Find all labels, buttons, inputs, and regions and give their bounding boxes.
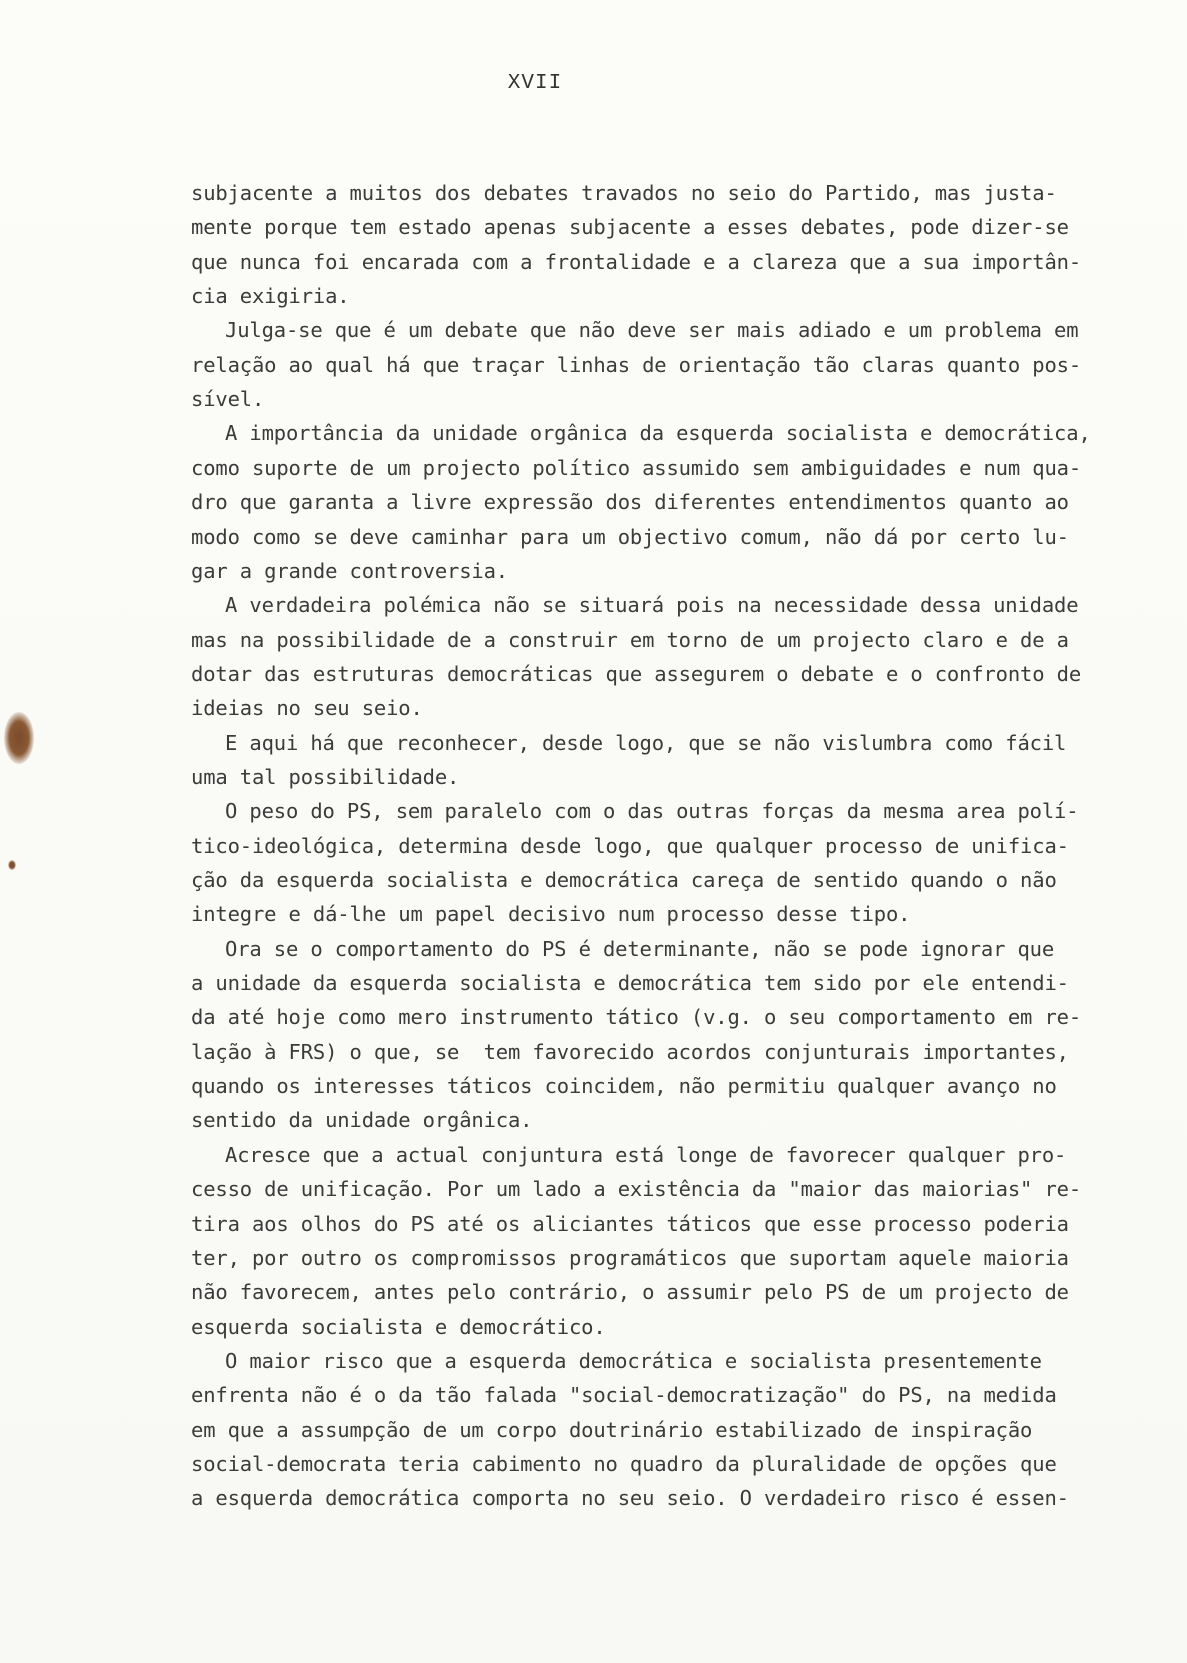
text-line: a unidade da esquerda socialista e democrática tem sido por ele entendi-: [191, 971, 1069, 995]
text-line: tira aos olhos do PS até os aliciantes táticos que esse processo poderia: [191, 1212, 1069, 1236]
text-line: ção da esquerda socialista e democrática careça de sentido quando o não: [191, 868, 1057, 892]
text-line: modo como se deve caminhar para um objectivo comum, não dá por certo lu-: [191, 525, 1069, 549]
text-line: Ora se o comportamento do PS é determinante, não se pode ignorar que: [225, 937, 1055, 961]
text-line: que nunca foi encarada com a frontalidade e a clareza que a sua importân-: [191, 250, 1082, 274]
text-line: A importância da unidade orgânica da esquerda socialista e democrática,: [225, 421, 1091, 445]
text-line: dro que garanta a livre expressão dos diferentes entendimentos quanto ao: [191, 490, 1069, 514]
text-line: social-democrata teria cabimento no quadro da pluralidade de opções que: [191, 1452, 1057, 1476]
text-line: mas na possibilidade de a construir em torno de um projecto claro e de a: [191, 628, 1069, 652]
text-line: cia exigiria.: [191, 284, 350, 308]
text-line: ideias no seu seio.: [191, 696, 423, 720]
text-line: uma tal possibilidade.: [191, 765, 460, 789]
text-line: sível.: [191, 387, 265, 411]
text-line: como suporte de um projecto político assumido sem ambiguidades e num qua-: [191, 456, 1082, 480]
text-line: dotar das estruturas democráticas que assegurem o debate e o confronto de: [191, 662, 1082, 686]
paper-stain: [4, 712, 34, 764]
text-line: não favorecem, antes pelo contrário, o assumir pelo PS de um projecto de: [191, 1280, 1069, 1304]
text-line: em que a assumpção de um corpo doutrinário estabilizado de inspiração: [191, 1418, 1033, 1442]
text-line: mente porque tem estado apenas subjacente a esses debates, pode dizer-se: [191, 215, 1069, 239]
text-line: subjacente a muitos dos debates travados no seio do Partido, mas justa-: [191, 181, 1057, 205]
text-line: O maior risco que a esquerda democrática e socialista presentemente: [225, 1349, 1042, 1373]
text-line: a esquerda democrática comporta no seu seio. O verdadeiro risco é essen-: [191, 1486, 1069, 1510]
text-line: tico-ideológica, determina desde logo, que qualquer processo de unifica-: [191, 834, 1069, 858]
text-line: ter, por outro os compromissos programáticos que suportam aquele maioria: [191, 1246, 1069, 1270]
text-line: E aqui há que reconhecer, desde logo, que se não vislumbra como fácil: [225, 731, 1067, 755]
text-line: esquerda socialista e democrático.: [191, 1315, 606, 1339]
text-line: O peso do PS, sem paralelo com o das outras forças da mesma area polí-: [225, 799, 1079, 823]
text-line: Acresce que a actual conjuntura está longe de favorecer qualquer pro-: [225, 1143, 1067, 1167]
text-line: A verdadeira polémica não se situará pois na necessidade dessa unidade: [225, 593, 1079, 617]
text-line: relação ao qual há que traçar linhas de orientação tão claras quanto pos-: [191, 353, 1082, 377]
text-line: Julga-se que é um debate que não deve ser mais adiado e um problema em: [225, 318, 1079, 342]
page-number: XVII: [507, 72, 563, 95]
text-line: lação à FRS) o que, se tem favorecido acordos conjunturais importantes,: [191, 1040, 1069, 1064]
text-line: gar a grande controversia.: [191, 559, 508, 583]
text-line: sentido da unidade orgânica.: [191, 1108, 533, 1132]
text-line: cesso de unificação. Por um lado a existência da "maior das maiorias" re-: [191, 1177, 1082, 1201]
text-line: da até hoje como mero instrumento tático (v.g. o seu comportamento em re-: [191, 1005, 1082, 1029]
text-line: quando os interesses táticos coincidem, não permitiu qualquer avanço no: [191, 1074, 1057, 1098]
text-line: enfrenta não é o da tão falada "social-democratização" do PS, na medida: [191, 1383, 1057, 1407]
text-line: integre e dá-lhe um papel decisivo num processo desse tipo.: [191, 902, 911, 926]
paper-stain: [8, 860, 16, 870]
